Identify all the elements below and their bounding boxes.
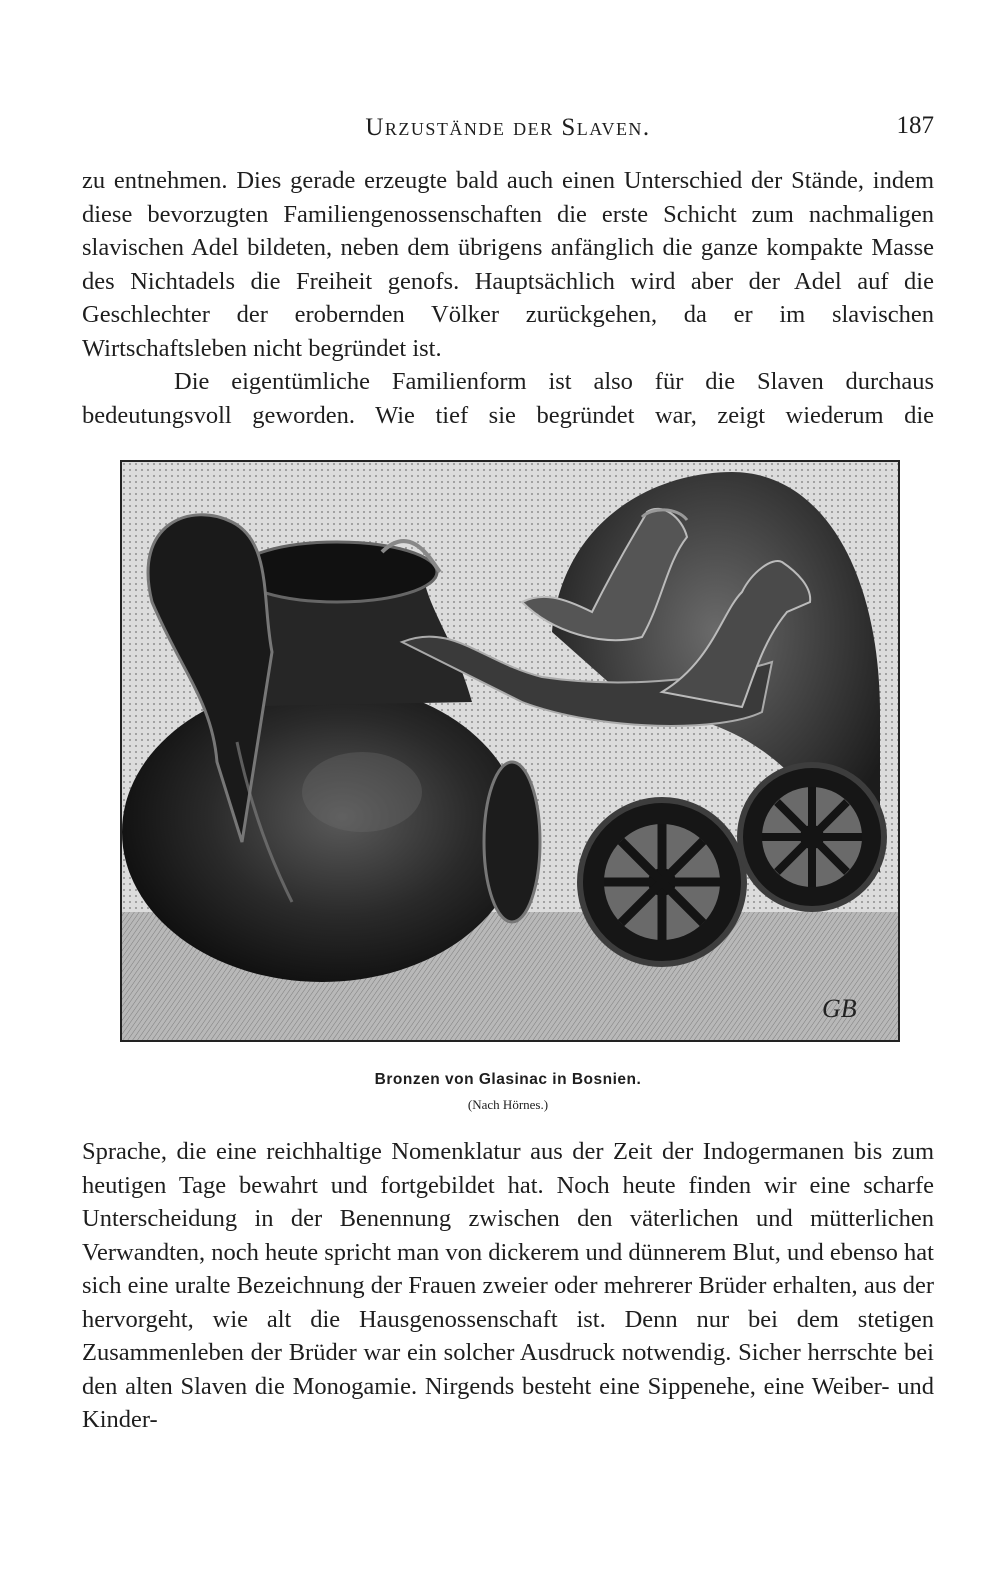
paragraph: zu entnehmen. Dies gerade erzeugte bald auch einen Unterschied der Stände, indem diese bevorzugten Familiengenossenschaften die erste Schicht zum nachmaligen slavischen Adel bildeten, neben dem übrigens anfänglich die ganze kompakte Masse des Nichtadels die Freiheit genofs. Hauptsächlich wird aber der Adel auf die Geschlechter der erobernden Völker zurückgehen, da er im slavischen Wirtschaftsleben nicht begründet ist. [82,167,934,362]
figure-illustration [120,460,900,1042]
body-text-bottom [82,1135,934,1437]
wagon-wheel-rear [740,765,884,909]
engraver-signature: GB [822,994,857,1023]
wagon-wheel-front [580,800,744,964]
figure-caption: Bronzen von Glasinac in Bosnien. [374,1071,642,1088]
paragraph: Sprache, die eine reichhaltige Nomenklatur aus der Zeit der Indogermanen bis zum heutigen Tage bewahrt und fortgebildet hat. Noch heute finden wir eine scharfe Unterscheidung in der Benennung zwischen den väterlichen und mütterlichen Verwandten, noch heute spricht man von dickerem und dünnerem Blut, und ebenso hat sich eine uralte Bezeichnung der Frauen zweier oder mehrerer Brüder erhalten, aus der hervorgeht, wie alt die Hausgenossenschaft ist. Denn nur bei dem stetigen Zusammenleben der Brüder war ein solcher Ausdruck notwendig. Sicher herrschte bei den alten Slaven die Monogamie. Nirgends besteht eine Sippenehe, eine Weiber- und Kinder- [82,1138,934,1433]
page-number: 187 [896,112,934,139]
body-text-top [82,164,934,432]
paragraph: Die eigentümliche Familienform ist also für die Slaven durchaus bedeutungsvoll geworden. Wie tief sie begründet war, zeigt wiederum die [82,368,934,429]
running-title: Urzustände der Slaven. [365,114,651,141]
wagon-wheel-left [484,762,540,922]
figure-credit: (Nach Hörnes.) [467,1097,549,1112]
running-head [82,108,934,144]
bronze-engraving [122,462,898,1040]
